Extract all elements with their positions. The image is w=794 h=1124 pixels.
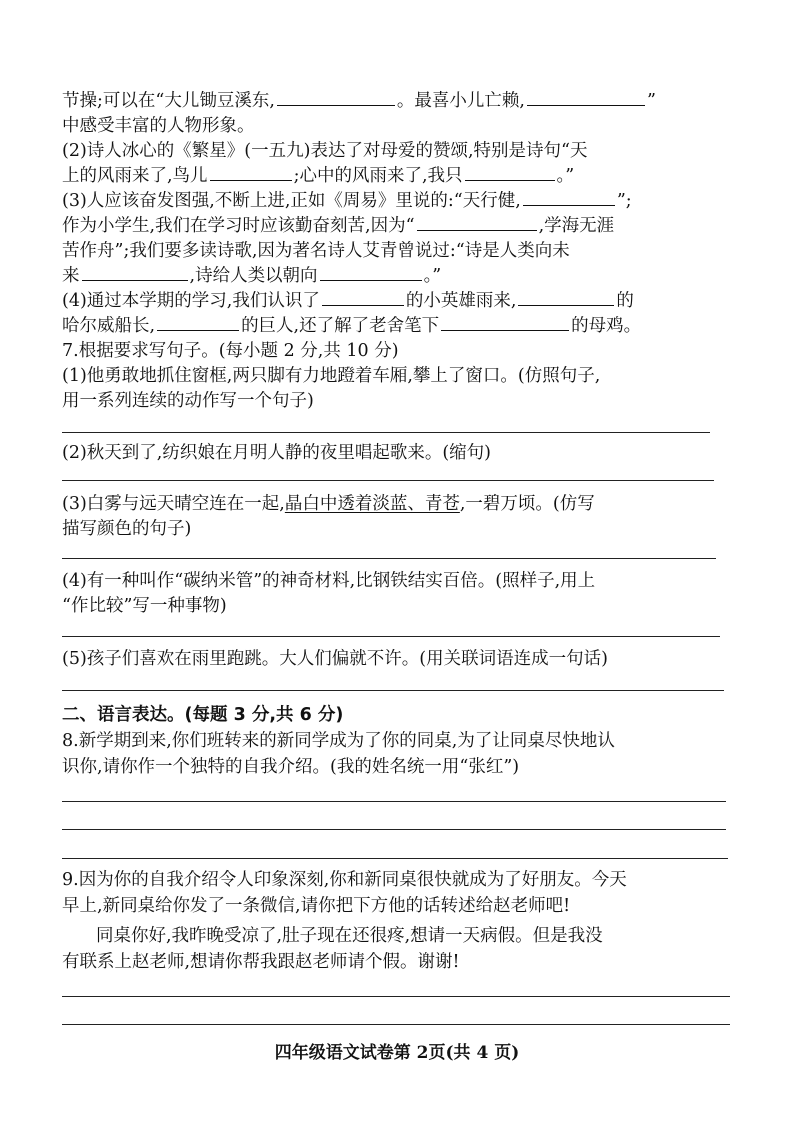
q6-text: 的巨人,还了解了老舍笔下 bbox=[241, 316, 440, 336]
q6-text: 的母鸡。 bbox=[571, 316, 642, 336]
page-footer: 四年级语文试卷第 2页(共 4 页) bbox=[274, 1043, 520, 1063]
answer-blank[interactable] bbox=[441, 310, 569, 331]
q9-quote-line-2 bbox=[62, 945, 742, 979]
q6-text: 上的风雨来了,鸟儿 bbox=[62, 166, 208, 186]
q6-text: 的小英雄雨来, bbox=[405, 291, 517, 311]
q9-line-2 bbox=[62, 889, 742, 923]
q9-text: 同桌你好,我昨晚受凉了,肚子现在还很疼,想请一天病假。但是我没 bbox=[96, 926, 603, 946]
q6-text: 中感受丰富的人物形象。 bbox=[62, 116, 255, 136]
q8-line-2 bbox=[62, 750, 742, 784]
answer-blank[interactable] bbox=[320, 260, 422, 281]
q7-item-1-line-2 bbox=[62, 384, 742, 418]
q6-text: 作为小学生,我们在学习时应该勤奋刻苦,因为“ bbox=[62, 216, 415, 236]
answer-blank[interactable] bbox=[518, 285, 614, 306]
answer-line[interactable] bbox=[62, 1024, 730, 1025]
answer-line[interactable] bbox=[62, 801, 726, 802]
answer-blank[interactable] bbox=[417, 210, 537, 231]
underlined-phrase: 晶白中透着淡蓝、青苍 bbox=[284, 494, 460, 514]
answer-blank[interactable] bbox=[82, 260, 188, 281]
answer-line[interactable] bbox=[62, 690, 724, 691]
section-heading-text: 二、语言表达。(每题 3 分,共 6 分) bbox=[62, 705, 344, 725]
q7-text: (2)秋天到了,纺织娘在月明人静的夜里唱起歌来。(缩句) bbox=[62, 443, 492, 463]
q7-text: 用一系列连续的动作写一个句子) bbox=[62, 391, 314, 411]
answer-line[interactable] bbox=[62, 636, 720, 637]
answer-blank[interactable] bbox=[465, 160, 555, 181]
q6-text: (4)通过本学期的学习,我们认识了 bbox=[62, 291, 320, 311]
q7-item-4-line-2 bbox=[62, 589, 742, 623]
q6-text: 。最喜小儿亡赖, bbox=[396, 91, 525, 111]
q6-text: ”; bbox=[616, 191, 632, 211]
answer-line[interactable] bbox=[62, 996, 730, 997]
q6-text: (2)诗人冰心的《繁星》(一五九)表达了对母爱的赞颂,特别是诗句“天 bbox=[62, 141, 588, 161]
q6-text: 。” bbox=[556, 166, 575, 186]
q7-text: “作比较”写一种事物) bbox=[62, 596, 227, 616]
q7-item-2 bbox=[62, 436, 742, 470]
q7-text: 描写颜色的句子) bbox=[62, 519, 192, 539]
q7-item-5 bbox=[62, 642, 742, 676]
q9-text: 早上,新同桌给你发了一条微信,请你把下方他的话转述给赵老师吧! bbox=[62, 896, 571, 916]
answer-blank[interactable] bbox=[322, 285, 404, 306]
answer-blank[interactable] bbox=[277, 85, 395, 106]
answer-blank[interactable] bbox=[157, 310, 239, 331]
answer-line[interactable] bbox=[62, 432, 710, 433]
q6-text: ;心中的风雨来了,我只 bbox=[293, 166, 463, 186]
answer-line[interactable] bbox=[62, 558, 716, 559]
q6-text: ,学海无涯 bbox=[538, 216, 615, 236]
q6-text: 苦作舟”;我们要多读诗歌,因为著名诗人艾青曾说过:“诗是人类向未 bbox=[62, 241, 570, 261]
answer-line[interactable] bbox=[62, 858, 728, 859]
q6-text: 。” bbox=[423, 266, 442, 286]
q7-text: (5)孩子们喜欢在雨里跑跳。大人们偏就不许。(用关联词语连成一句话) bbox=[62, 649, 608, 669]
q9-text: 有联系上赵老师,想请你帮我跟赵老师请个假。谢谢! bbox=[62, 952, 460, 972]
q8-text: 识你,请你作一个独特的自我介绍。(我的姓名统一用“张红”) bbox=[62, 757, 520, 777]
q7-item-3-line-2 bbox=[62, 512, 742, 546]
answer-blank[interactable] bbox=[523, 185, 615, 206]
q7-text: ,一碧万顷。(仿写 bbox=[459, 494, 595, 514]
answer-blank[interactable] bbox=[527, 85, 645, 106]
q6-text: 节操;可以在“大儿锄豆溪东, bbox=[62, 91, 275, 111]
q6-text: 来 bbox=[62, 266, 80, 286]
answer-line[interactable] bbox=[62, 829, 726, 830]
answer-line[interactable] bbox=[62, 480, 714, 481]
q8-text: 8.新学期到来,你们班转来的新同学成为了你的同桌,为了让同桌尽快地认 bbox=[62, 731, 615, 751]
q6-text: (3)人应该奋发图强,不断上进,正如《周易》里说的:“天行健, bbox=[62, 191, 521, 211]
q6-text: ,诗给人类以朝向 bbox=[189, 266, 318, 286]
question-title: 7.根据要求写句子。(每小题 2 分,共 10 分) bbox=[62, 341, 399, 361]
q7-text: (3)白雾与远天晴空连在一起, bbox=[62, 494, 285, 514]
q6-text: ” bbox=[646, 91, 656, 111]
q7-text: (4)有一种叫作“碳纳米管”的神奇材料,比钢铁结实百倍。(照样子,用上 bbox=[62, 571, 596, 591]
q9-text: 9.因为你的自我介绍令人印象深刻,你和新同桌很快就成为了好朋友。今天 bbox=[62, 870, 627, 890]
q6-text: 的 bbox=[616, 291, 634, 311]
answer-blank[interactable] bbox=[210, 160, 292, 181]
q6-text: 哈尔威船长, bbox=[62, 316, 156, 336]
q7-text: (1)他勇敢地抓住窗框,两只脚有力地蹬着车厢,攀上了窗口。(仿照句子, bbox=[62, 366, 601, 386]
